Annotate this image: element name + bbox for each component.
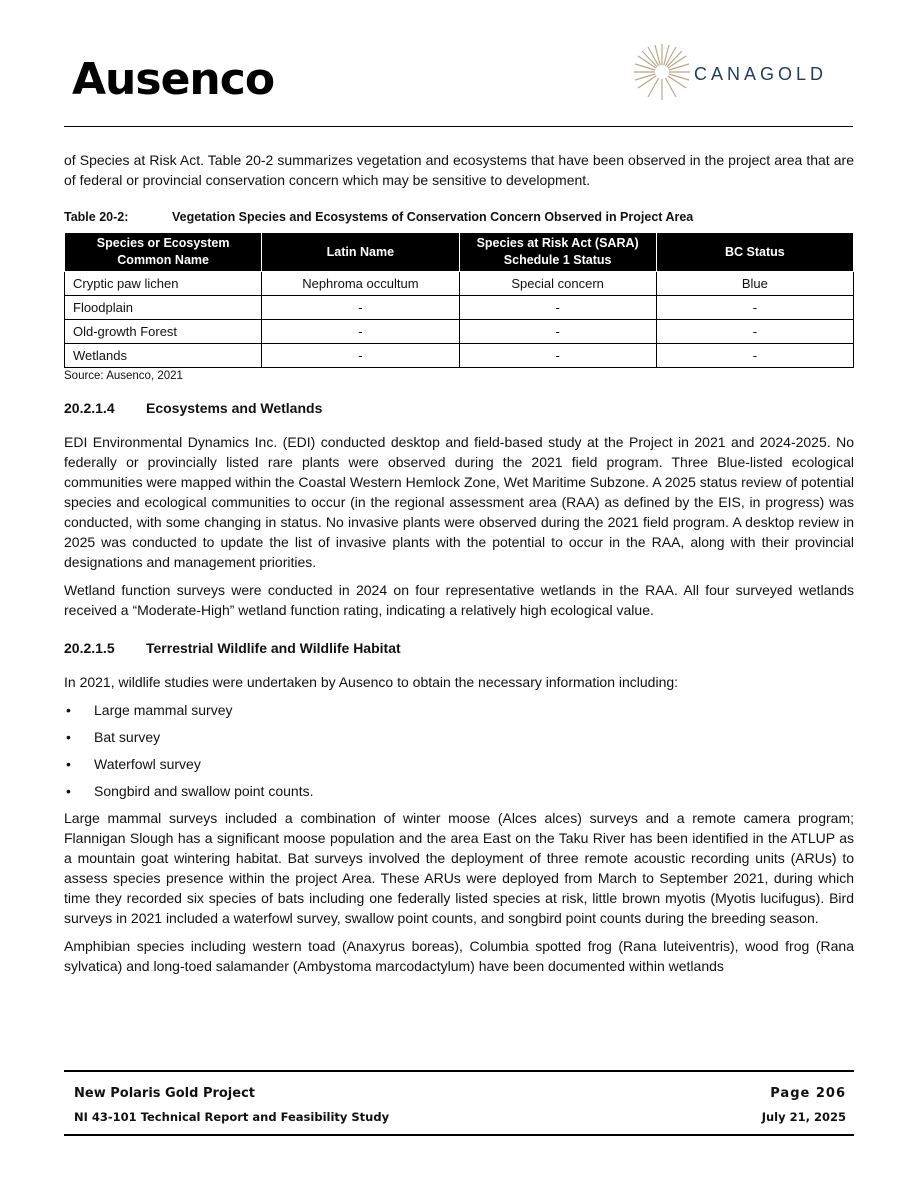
column-header: Latin Name xyxy=(262,233,459,272)
table-row xyxy=(65,296,854,320)
body-paragraph: EDI Environmental Dynamics Inc. (EDI) conducted desktop and field-based study at the Project in 2021 and 2024-2025. No federally or provincially listed rare plants were observed during the 2021 field program. Three Blue-listed ecological communities were mapped within the Coastal Western Hemlock Zone, Wet Maritime Subzone. A 2025 status review of potential species and ecological communities to occur (in the regional assessment area (RAA) as defined by the EIS, in progress) was conducted, with some changing in status. No invasive plants were observed during the 2021 field program. A desktop review in 2025 was conducted to update the list of invasive plants with the potential to occur in the RAA, along with their provincial designations and management priorities. xyxy=(64,434,854,570)
table-cell: - xyxy=(656,320,853,344)
header-divider xyxy=(64,126,853,127)
table-title: Vegetation Species and Ecosystems of Conservation Concern Observed in Project Area xyxy=(172,210,694,224)
survey-list xyxy=(64,700,854,801)
intro-paragraph: of Species at Risk Act. Table 20-2 summarizes vegetation and ecosystems that have been observed in the project area that are of federal or provincial conservation concern which may be sensitive to development. xyxy=(64,152,854,188)
list-item-text: Songbird and swallow point counts. xyxy=(94,783,314,799)
footer-divider-bottom xyxy=(64,1134,854,1136)
footer-divider-top xyxy=(64,1070,854,1072)
bullet-icon: • xyxy=(66,783,71,799)
section-heading-ecosystems xyxy=(64,400,854,416)
table-cell: - xyxy=(262,296,459,320)
section-number: 20.2.1.5 xyxy=(64,640,115,656)
table-cell: - xyxy=(262,344,459,368)
table-row xyxy=(65,320,854,344)
table-header-row xyxy=(65,233,854,272)
bullet-icon: • xyxy=(66,702,71,718)
section-title: Ecosystems and Wetlands xyxy=(146,400,323,416)
bullet-icon: • xyxy=(66,756,71,772)
body-paragraph: In 2021, wildlife studies were undertaken by Ausenco to obtain the necessary information including: xyxy=(64,674,679,690)
table-cell: - xyxy=(656,296,853,320)
body-paragraph: Large mammal surveys included a combination of winter moose (Alces alces) surveys and a remote camera program; Flannigan Slough has a significant moose population and the area East on the Taku River has been identified in the ATLUP as a mountain goat wintering habitat. Bat surveys involved the deployment of three remote acoustic recording units (ARUs) to assess species presence within the project Area. These ARUs were deployed from March to September 2021, during which time they recorded six species of bats including one federally listed species at risk, little brown myotis (Myotis lucifugus). Bird surveys in 2021 included a waterfowl survey, swallow point counts, and songbird point counts during the breeding season. xyxy=(64,810,854,926)
table-cell: Wetlands xyxy=(65,344,262,368)
sunburst-icon xyxy=(630,40,694,104)
report-date: July 21, 2025 xyxy=(761,1110,846,1124)
table-row xyxy=(65,344,854,368)
table-number: Table 20-2: xyxy=(64,210,129,224)
footer-line-1 xyxy=(74,1086,846,1101)
table-caption xyxy=(64,210,854,224)
list-item-text: Large mammal survey xyxy=(94,702,233,718)
table-cell: Nephroma occultum xyxy=(262,272,459,296)
page-number: Page 206 xyxy=(770,1086,846,1101)
bullet-icon: • xyxy=(66,729,71,745)
footer-line-2 xyxy=(74,1110,846,1124)
table-cell: Special concern xyxy=(459,272,656,296)
list-item xyxy=(64,754,854,774)
canagold-logo xyxy=(630,40,850,110)
body-paragraph: Wetland function surveys were conducted in 2024 on four representative wetlands in the RAA. All four surveyed wetlands received a “Moderate-High” wetland function rating, indicating a relatively high ecological value. xyxy=(64,582,854,618)
table-cell: - xyxy=(459,344,656,368)
ausenco-logo: Ausenco xyxy=(72,54,275,105)
table-cell: Blue xyxy=(656,272,853,296)
project-name: New Polaris Gold Project xyxy=(74,1086,256,1101)
body-paragraph: Amphibian species including western toad (Anaxyrus boreas), Columbia spotted frog (Rana luteiventris), wood frog (Rana sylvatica) and long-toed salamander (Ambystoma marcodactylum) have been documented within wetlands xyxy=(64,938,854,974)
table-cell: - xyxy=(262,320,459,344)
list-item xyxy=(64,700,854,720)
canagold-wordmark: CANAGOLD xyxy=(694,64,828,84)
section-number: 20.2.1.4 xyxy=(64,400,115,416)
list-item xyxy=(64,781,854,801)
table-cell: - xyxy=(459,296,656,320)
page-content xyxy=(64,150,854,984)
table-row xyxy=(65,272,854,296)
column-header: BC Status xyxy=(656,233,853,272)
list-item-text: Bat survey xyxy=(94,729,161,745)
list-item-text: Waterfowl survey xyxy=(94,756,201,772)
table-cell: Floodplain xyxy=(65,296,262,320)
column-header: Species at Risk Act (SARA) Schedule 1 Status xyxy=(459,233,656,272)
list-item xyxy=(64,727,854,747)
column-header: Species or Ecosystem Common Name xyxy=(65,233,262,272)
section-title: Terrestrial Wildlife and Wildlife Habitat xyxy=(146,640,401,656)
table-source: Source: Ausenco, 2021 xyxy=(64,370,183,382)
table-cell: - xyxy=(656,344,853,368)
table-cell: Cryptic paw lichen xyxy=(65,272,262,296)
section-heading-wildlife xyxy=(64,640,854,656)
table-cell: Old-growth Forest xyxy=(65,320,262,344)
table-cell: - xyxy=(459,320,656,344)
report-name: NI 43-101 Technical Report and Feasibility Study xyxy=(74,1110,390,1124)
vegetation-table xyxy=(64,232,854,368)
